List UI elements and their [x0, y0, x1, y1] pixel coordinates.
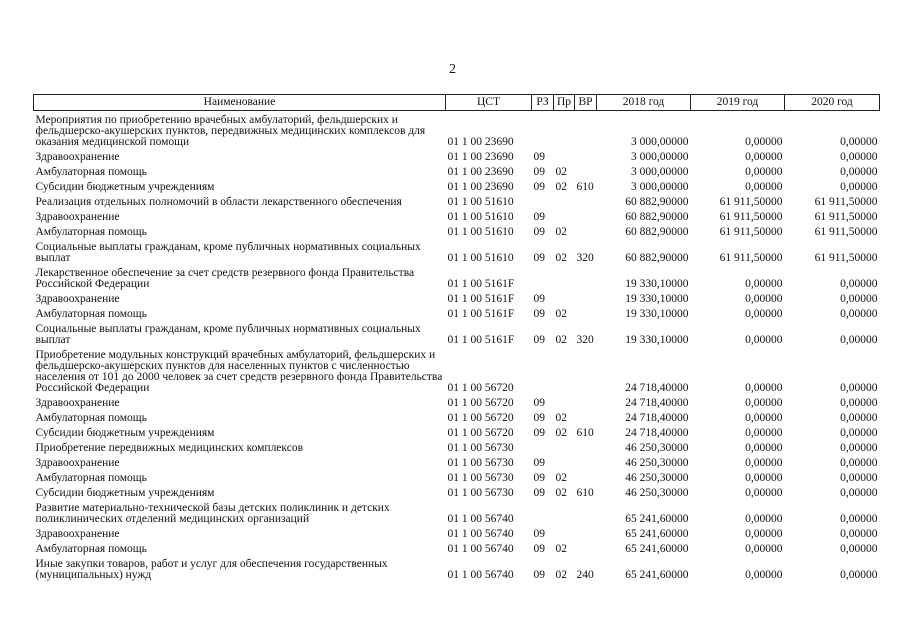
row-vr: 610 [576, 426, 594, 439]
row-2019: 0,00000 [745, 471, 783, 484]
row-2018: 19 330,10000 [625, 333, 689, 346]
row-2018: 24 718,40000 [625, 396, 689, 409]
row-pr [554, 346, 575, 394]
row-2020: 61 911,50000 [814, 210, 878, 223]
table-row [34, 193, 880, 208]
row-2019: 61 911,50000 [719, 251, 783, 264]
row-2018: 60 882,90000 [625, 210, 689, 223]
row-2019: 0,00000 [745, 441, 783, 454]
table-row [34, 499, 880, 525]
row-pr: 02 [555, 307, 567, 320]
row-pr [554, 394, 575, 409]
row-rz: 09 [533, 568, 545, 581]
row-pr [554, 193, 575, 208]
row-pr: 02 [555, 333, 567, 346]
row-rz: 09 [533, 251, 545, 264]
table-row [34, 409, 880, 424]
row-pr: 02 [555, 568, 567, 581]
row-name: Развитие материально-технической базы детских поликлиник и детских поликлинических отделений медицинских организаций [35, 501, 390, 525]
row-vr [575, 305, 597, 320]
row-cst: 01 1 00 56740 [447, 542, 514, 555]
row-2020: 61 911,50000 [814, 195, 878, 208]
row-vr: 610 [576, 486, 594, 499]
row-2019: 0,00000 [745, 568, 783, 581]
row-vr [575, 193, 597, 208]
row-cst: 01 1 00 56730 [447, 441, 514, 454]
row-cst: 01 1 00 23690 [447, 150, 514, 163]
row-name: Субсидии бюджетным учреждениям [35, 486, 215, 499]
row-2018: 65 241,60000 [625, 512, 689, 525]
row-rz: 09 [533, 471, 545, 484]
row-2018: 24 718,40000 [625, 426, 689, 439]
row-rz: 09 [533, 210, 545, 223]
row-vr [575, 148, 597, 163]
header-2018: 2018 год [597, 95, 691, 111]
row-rz: 09 [533, 396, 545, 409]
header-2019: 2019 год [691, 95, 785, 111]
row-2018: 3 000,00000 [631, 165, 689, 178]
row-vr [575, 439, 597, 454]
row-vr [575, 223, 597, 238]
row-2020: 0,00000 [840, 396, 878, 409]
row-cst: 01 1 00 56730 [447, 471, 514, 484]
row-pr: 02 [555, 225, 567, 238]
row-vr [575, 409, 597, 424]
table-row [34, 223, 880, 238]
row-cst: 01 1 00 5161F [447, 307, 515, 320]
row-2018: 19 330,10000 [625, 292, 689, 305]
row-name: Здравоохранение [35, 527, 120, 540]
row-2019: 0,00000 [745, 165, 783, 178]
row-2019: 0,00000 [745, 180, 783, 193]
table-header-row [34, 95, 880, 111]
row-name: Приобретение передвижных медицинских комплексов [35, 441, 303, 454]
row-2019: 0,00000 [745, 527, 783, 540]
row-2018: 65 241,60000 [625, 542, 689, 555]
row-2018: 3 000,00000 [631, 180, 689, 193]
table-row [34, 484, 880, 499]
row-pr [554, 439, 575, 454]
row-cst: 01 1 00 23690 [447, 180, 514, 193]
row-name: Реализация отдельных полномочий в области лекарственного обеспечения [35, 195, 402, 208]
table-row [34, 305, 880, 320]
table-row [34, 290, 880, 305]
row-2020: 0,00000 [840, 542, 878, 555]
row-2019: 0,00000 [745, 150, 783, 163]
row-2018: 3 000,00000 [631, 150, 689, 163]
row-vr [575, 540, 597, 555]
row-vr [575, 499, 597, 525]
row-vr [575, 469, 597, 484]
table-row [34, 148, 880, 163]
row-2020: 0,00000 [840, 307, 878, 320]
row-2020: 0,00000 [840, 165, 878, 178]
table-row [34, 424, 880, 439]
header-name: Наименование [34, 95, 446, 111]
row-2019: 0,00000 [745, 135, 783, 148]
table-row [34, 178, 880, 193]
row-cst: 01 1 00 56740 [447, 527, 514, 540]
row-pr [554, 290, 575, 305]
budget-table [33, 94, 880, 581]
row-vr [575, 290, 597, 305]
row-rz [532, 346, 554, 394]
row-name: Здравоохранение [35, 210, 120, 223]
row-2020: 0,00000 [840, 411, 878, 424]
row-vr: 240 [576, 568, 594, 581]
row-name: Приобретение модульных конструкций врачебных амбулаторий, фельдшерских и фельдшерско-акушерских пунктов для населенных пунктов с численностью населения от 101 до 2000 человек за счет средств резервного фонда Правительства Российской Федерации [35, 348, 443, 394]
table-row [34, 163, 880, 178]
row-rz [532, 439, 554, 454]
row-pr [554, 264, 575, 290]
header-vr: ВР [575, 95, 597, 111]
row-vr [575, 163, 597, 178]
row-2020: 0,00000 [840, 568, 878, 581]
row-2020: 0,00000 [840, 180, 878, 193]
table-row [34, 111, 880, 148]
row-2018: 65 241,60000 [625, 568, 689, 581]
row-vr [575, 454, 597, 469]
row-2020: 0,00000 [840, 426, 878, 439]
row-2020: 0,00000 [840, 527, 878, 540]
row-vr [575, 264, 597, 290]
row-2018: 46 250,30000 [625, 456, 689, 469]
row-cst: 01 1 00 56720 [447, 381, 514, 394]
row-name: Субсидии бюджетным учреждениям [35, 426, 215, 439]
row-name: Амбулаторная помощь [35, 165, 147, 178]
row-vr [575, 394, 597, 409]
row-2018: 60 882,90000 [625, 195, 689, 208]
header-pr: Пр [554, 95, 575, 111]
row-2020: 0,00000 [840, 456, 878, 469]
row-2018: 3 000,00000 [631, 135, 689, 148]
row-rz [532, 111, 554, 148]
row-2018: 24 718,40000 [625, 381, 689, 394]
row-name: Социальные выплаты гражданам, кроме публичных нормативных социальных выплат [35, 322, 421, 346]
header-cst: ЦСТ [446, 95, 532, 111]
row-cst: 01 1 00 51610 [447, 195, 514, 208]
row-2019: 0,00000 [745, 426, 783, 439]
row-2020: 0,00000 [840, 135, 878, 148]
row-pr [554, 454, 575, 469]
row-2020: 0,00000 [840, 292, 878, 305]
table-row [34, 555, 880, 581]
row-2019: 0,00000 [745, 411, 783, 424]
row-cst: 01 1 00 56720 [447, 426, 514, 439]
row-pr: 02 [555, 165, 567, 178]
row-rz: 09 [533, 180, 545, 193]
row-2019: 0,00000 [745, 333, 783, 346]
row-2020: 0,00000 [840, 277, 878, 290]
row-rz: 09 [533, 292, 545, 305]
row-rz: 09 [533, 542, 545, 555]
row-name: Социальные выплаты гражданам, кроме публичных нормативных социальных выплат [35, 240, 421, 264]
row-name: Здравоохранение [35, 456, 120, 469]
row-2019: 0,00000 [745, 396, 783, 409]
row-2019: 0,00000 [745, 292, 783, 305]
row-rz: 09 [533, 165, 545, 178]
row-rz: 09 [533, 456, 545, 469]
row-2018: 46 250,30000 [625, 486, 689, 499]
row-name: Иные закупки товаров, работ и услуг для обеспечения государственных (муниципальных) нужд [35, 557, 388, 581]
row-cst: 01 1 00 5161F [447, 277, 515, 290]
row-pr: 02 [555, 486, 567, 499]
row-name: Здравоохранение [35, 292, 120, 305]
table-row [34, 439, 880, 454]
row-rz [532, 193, 554, 208]
row-cst: 01 1 00 23690 [447, 135, 514, 148]
header-2020: 2020 год [785, 95, 880, 111]
row-pr [554, 111, 575, 148]
row-2019: 0,00000 [745, 512, 783, 525]
table-row [34, 540, 880, 555]
row-rz: 09 [533, 486, 545, 499]
row-2019: 0,00000 [745, 456, 783, 469]
row-name: Здравоохранение [35, 396, 120, 409]
row-rz: 09 [533, 225, 545, 238]
row-cst: 01 1 00 51610 [447, 210, 514, 223]
row-vr [575, 208, 597, 223]
row-cst: 01 1 00 5161F [447, 333, 515, 346]
row-rz: 09 [533, 411, 545, 424]
row-cst: 01 1 00 56740 [447, 512, 514, 525]
row-cst: 01 1 00 51610 [447, 251, 514, 264]
row-pr: 02 [555, 180, 567, 193]
table-row [34, 208, 880, 223]
row-2018: 60 882,90000 [625, 251, 689, 264]
row-2018: 65 241,60000 [625, 527, 689, 540]
row-2018: 19 330,10000 [625, 277, 689, 290]
row-name: Амбулаторная помощь [35, 542, 147, 555]
row-vr [575, 346, 597, 394]
row-cst: 01 1 00 5161F [447, 292, 515, 305]
row-2019: 61 911,50000 [719, 225, 783, 238]
row-2020: 0,00000 [840, 512, 878, 525]
row-name: Амбулаторная помощь [35, 307, 147, 320]
row-rz: 09 [533, 307, 545, 320]
row-rz: 09 [533, 333, 545, 346]
row-name: Амбулаторная помощь [35, 471, 147, 484]
row-vr: 610 [576, 180, 594, 193]
row-cst: 01 1 00 23690 [447, 165, 514, 178]
row-2020: 61 911,50000 [814, 251, 878, 264]
row-2019: 0,00000 [745, 486, 783, 499]
row-pr: 02 [555, 542, 567, 555]
row-2019: 0,00000 [745, 277, 783, 290]
row-cst: 01 1 00 56740 [447, 568, 514, 581]
row-cst: 01 1 00 51610 [447, 225, 514, 238]
row-2018: 60 882,90000 [625, 225, 689, 238]
table-row [34, 525, 880, 540]
row-rz [532, 264, 554, 290]
row-2018: 46 250,30000 [625, 441, 689, 454]
row-2020: 0,00000 [840, 441, 878, 454]
row-cst: 01 1 00 56720 [447, 411, 514, 424]
row-pr: 02 [555, 471, 567, 484]
row-rz: 09 [533, 150, 545, 163]
row-2020: 0,00000 [840, 486, 878, 499]
row-2020: 0,00000 [840, 150, 878, 163]
table-row [34, 264, 880, 290]
table-row [34, 469, 880, 484]
row-pr [554, 208, 575, 223]
row-name: Здравоохранение [35, 150, 120, 163]
row-name: Субсидии бюджетным учреждениям [35, 180, 215, 193]
row-2020: 61 911,50000 [814, 225, 878, 238]
row-name: Лекарственное обеспечение за счет средств резервного фонда Правительства Российской Федерации [35, 266, 415, 290]
page-number: 2 [449, 62, 456, 77]
row-2019: 61 911,50000 [719, 210, 783, 223]
row-name: Мероприятия по приобретению врачебных амбулаторий, фельдшерских и фельдшерско-акушерских пунктов, передвижных медицинских комплексов для оказания медицинской помощи [35, 113, 426, 148]
table-row [34, 394, 880, 409]
table-row [34, 454, 880, 469]
row-2020: 0,00000 [840, 381, 878, 394]
row-pr: 02 [555, 411, 567, 424]
row-2019: 0,00000 [745, 381, 783, 394]
row-2018: 24 718,40000 [625, 411, 689, 424]
row-cst: 01 1 00 56720 [447, 396, 514, 409]
row-2019: 61 911,50000 [719, 195, 783, 208]
row-vr: 320 [576, 333, 594, 346]
row-cst: 01 1 00 56730 [447, 456, 514, 469]
row-pr [554, 525, 575, 540]
row-vr: 320 [576, 251, 594, 264]
row-2020: 0,00000 [840, 471, 878, 484]
row-pr: 02 [555, 426, 567, 439]
row-name: Амбулаторная помощь [35, 225, 147, 238]
row-pr: 02 [555, 251, 567, 264]
header-rz: РЗ [532, 95, 554, 111]
row-2019: 0,00000 [745, 542, 783, 555]
table-row [34, 320, 880, 346]
row-pr [554, 148, 575, 163]
row-cst: 01 1 00 56730 [447, 486, 514, 499]
row-2019: 0,00000 [745, 307, 783, 320]
row-vr [575, 111, 597, 148]
table-row [34, 238, 880, 264]
row-rz: 09 [533, 527, 545, 540]
table-row [34, 346, 880, 394]
row-2018: 19 330,10000 [625, 307, 689, 320]
row-rz [532, 499, 554, 525]
row-name: Амбулаторная помощь [35, 411, 147, 424]
row-vr [575, 525, 597, 540]
row-rz: 09 [533, 426, 545, 439]
row-2020: 0,00000 [840, 333, 878, 346]
row-pr [554, 499, 575, 525]
row-2018: 46 250,30000 [625, 471, 689, 484]
